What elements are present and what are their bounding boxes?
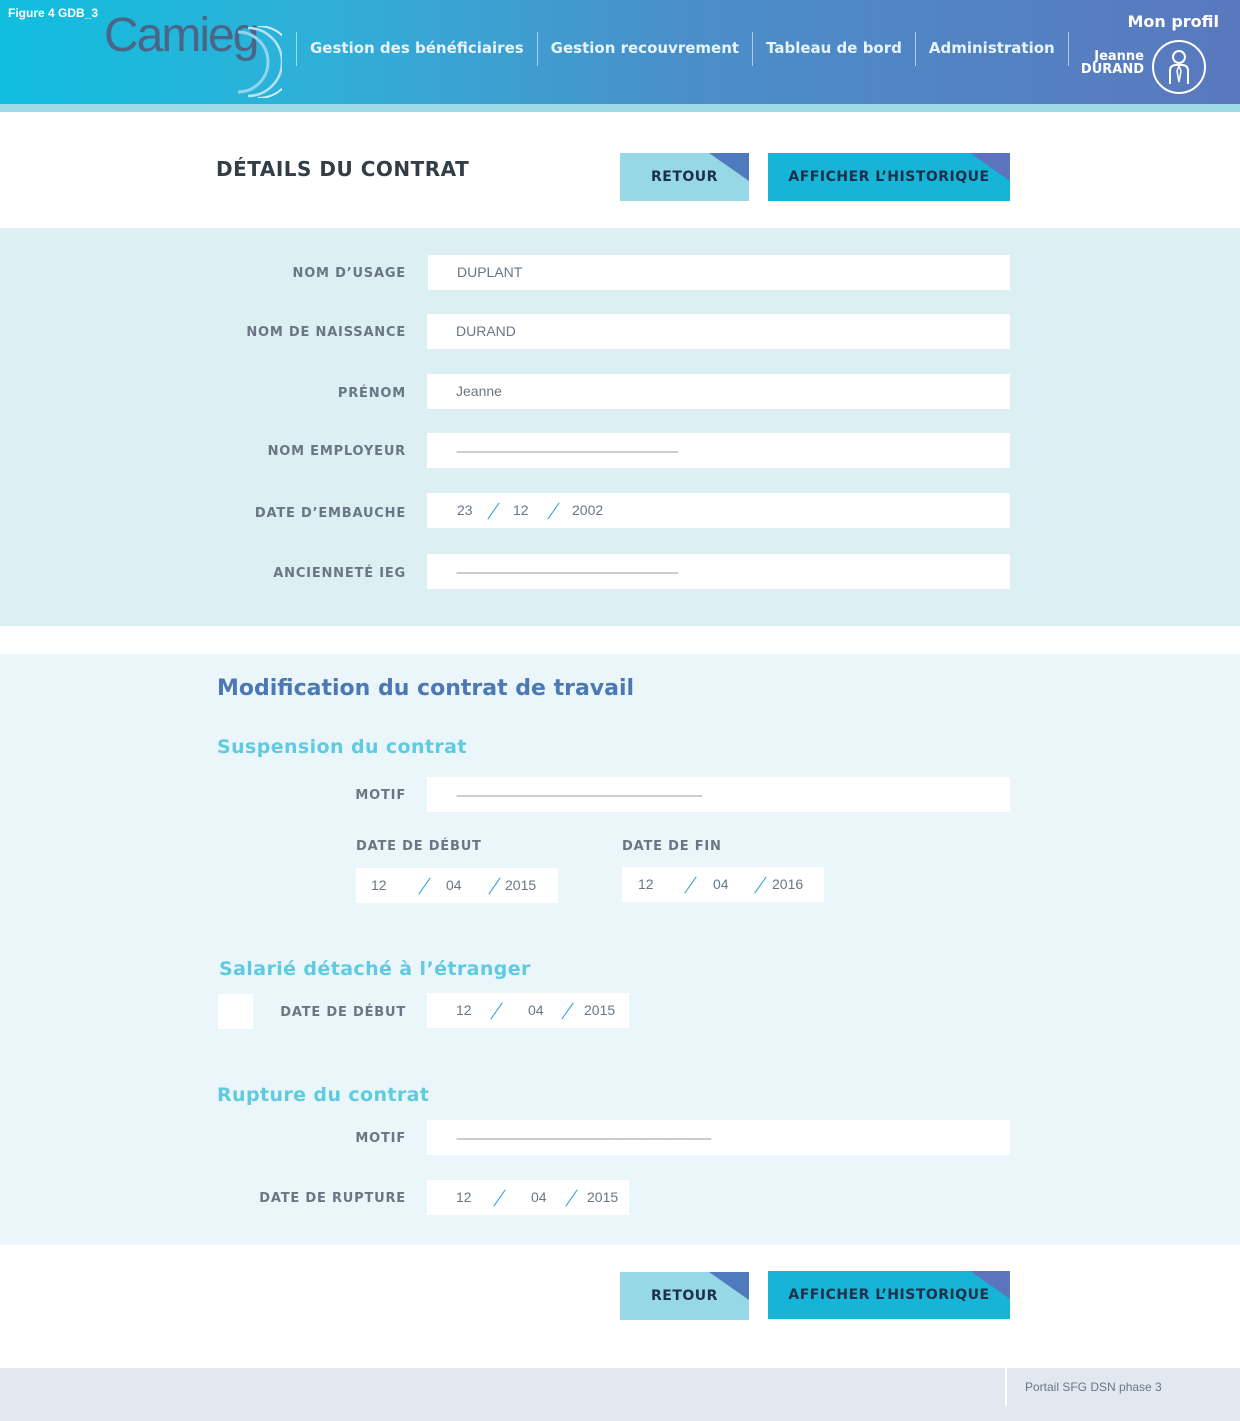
suspension-debut-label: DATE DE DÉBUT	[356, 839, 482, 854]
date-separator	[561, 1003, 573, 1020]
camieg-logo[interactable]	[104, 6, 284, 98]
header-bar	[0, 0, 1240, 104]
rupture-motif-field[interactable]	[427, 1120, 1010, 1155]
modification-section	[0, 654, 1240, 1245]
rupture-motif-label: MOTIF	[355, 1131, 406, 1146]
user-name	[1081, 50, 1144, 76]
figure-label: Figure 4 GDB_3	[8, 6, 99, 20]
nom-employeur-label: NOM EMPLOYEUR	[267, 444, 406, 459]
suspension-debut-month: 04	[446, 877, 462, 893]
detache-debut-month: 04	[528, 1002, 544, 1018]
logo-waves-icon	[234, 26, 282, 98]
nom-usage-field[interactable]: DUPLANT	[428, 255, 1010, 290]
logo-text: Camieg	[104, 9, 258, 62]
nom-employeur-field[interactable]	[427, 433, 1010, 468]
nom-naissance-field[interactable]: DURAND	[427, 314, 1010, 349]
rupture-month: 04	[531, 1189, 547, 1205]
user-last-name: DURAND	[1080, 62, 1144, 77]
date-separator	[684, 877, 696, 894]
detache-debut-field[interactable]	[427, 993, 629, 1028]
detache-debut-label: DATE DE DÉBUT	[280, 1005, 406, 1020]
date-separator	[488, 878, 500, 895]
date-embauche-field[interactable]	[427, 493, 1010, 528]
anciennete-field[interactable]	[427, 554, 1010, 589]
suspension-fin-label: DATE DE FIN	[622, 839, 722, 854]
user-first-name: Jeanne	[1094, 49, 1144, 64]
suspension-title: Suspension du contrat	[217, 736, 467, 758]
date-separator	[754, 877, 766, 894]
suspension-motif-label: MOTIF	[355, 788, 406, 803]
modification-title: Modification du contrat de travail	[217, 676, 635, 701]
date-separator	[493, 1190, 505, 1207]
suspension-fin-field[interactable]	[622, 867, 824, 902]
detache-title: Salarié détaché à l’étranger	[219, 958, 531, 980]
suspension-debut-field[interactable]	[356, 868, 558, 903]
nav-gestion-recouvrement[interactable]: Gestion recouvrement	[537, 32, 752, 66]
retour-button-top[interactable]	[620, 153, 749, 201]
nom-employeur-value: --------------------------------------------------------------------------	[456, 444, 678, 458]
date-separator	[547, 503, 559, 520]
header-strip	[0, 104, 1240, 112]
suspension-fin-month: 04	[713, 876, 729, 892]
date-rupture-field[interactable]	[427, 1180, 629, 1215]
historique-button-label: AFFICHER L’HISTORIQUE	[788, 1287, 990, 1303]
footer-text: Portail SFG DSN phase 3	[1025, 1380, 1162, 1394]
suspension-fin-year: 2016	[772, 876, 804, 892]
retour-button-label: RETOUR	[651, 169, 718, 185]
retour-button-label: RETOUR	[651, 1288, 718, 1304]
detache-checkbox[interactable]	[218, 994, 253, 1029]
user-avatar-icon[interactable]	[1152, 40, 1206, 94]
rupture-day: 12	[456, 1189, 472, 1205]
nav-tableau-de-bord[interactable]: Tableau de bord	[752, 32, 915, 66]
footer	[0, 1368, 1240, 1421]
suspension-motif-field[interactable]	[427, 777, 1010, 812]
embauche-year: 2002	[572, 502, 604, 518]
date-embauche-label: DATE D’EMBAUCHE	[254, 506, 406, 521]
rupture-title: Rupture du contrat	[217, 1084, 430, 1106]
nom-naissance-label: NOM DE NAISSANCE	[246, 325, 406, 340]
person-icon	[1154, 42, 1204, 92]
nom-usage-label: NOM D’USAGE	[292, 266, 406, 281]
main-nav	[296, 32, 1069, 66]
retour-button-bottom[interactable]	[620, 1272, 749, 1320]
profile-link[interactable]: Mon profil	[1127, 12, 1219, 31]
nav-gestion-beneficiaires[interactable]: Gestion des bénéficiaires	[296, 32, 537, 66]
embauche-month: 12	[513, 502, 529, 518]
nav-administration[interactable]: Administration	[915, 32, 1069, 66]
historique-button-label: AFFICHER L’HISTORIQUE	[788, 169, 990, 185]
rupture-motif-value: -------------------------------------------------------------------------------------	[456, 1131, 711, 1145]
suspension-fin-day: 12	[638, 876, 654, 892]
prenom-label: PRÉNOM	[337, 386, 406, 401]
detache-debut-year: 2015	[584, 1002, 616, 1018]
embauche-day: 23	[457, 502, 473, 518]
date-separator	[565, 1190, 577, 1207]
footer-divider	[1005, 1368, 1007, 1406]
rupture-year: 2015	[587, 1189, 619, 1205]
suspension-debut-year: 2015	[505, 877, 537, 893]
page-title: DÉTAILS DU CONTRAT	[216, 157, 470, 181]
date-separator	[487, 503, 499, 520]
suspension-motif-value: ----------------------------------------------------------------------------------	[456, 788, 702, 802]
detache-debut-day: 12	[456, 1002, 472, 1018]
prenom-field[interactable]: Jeanne	[427, 374, 1010, 409]
afficher-historique-button-bottom[interactable]	[768, 1271, 1010, 1319]
date-rupture-label: DATE DE RUPTURE	[259, 1191, 406, 1206]
date-separator	[418, 878, 430, 895]
date-separator	[490, 1003, 502, 1020]
anciennete-value: --------------------------------------------------------------------------	[456, 565, 678, 579]
suspension-debut-day: 12	[371, 877, 387, 893]
anciennete-label: ANCIENNETÉ IEG	[273, 566, 406, 581]
afficher-historique-button-top[interactable]	[768, 153, 1010, 201]
